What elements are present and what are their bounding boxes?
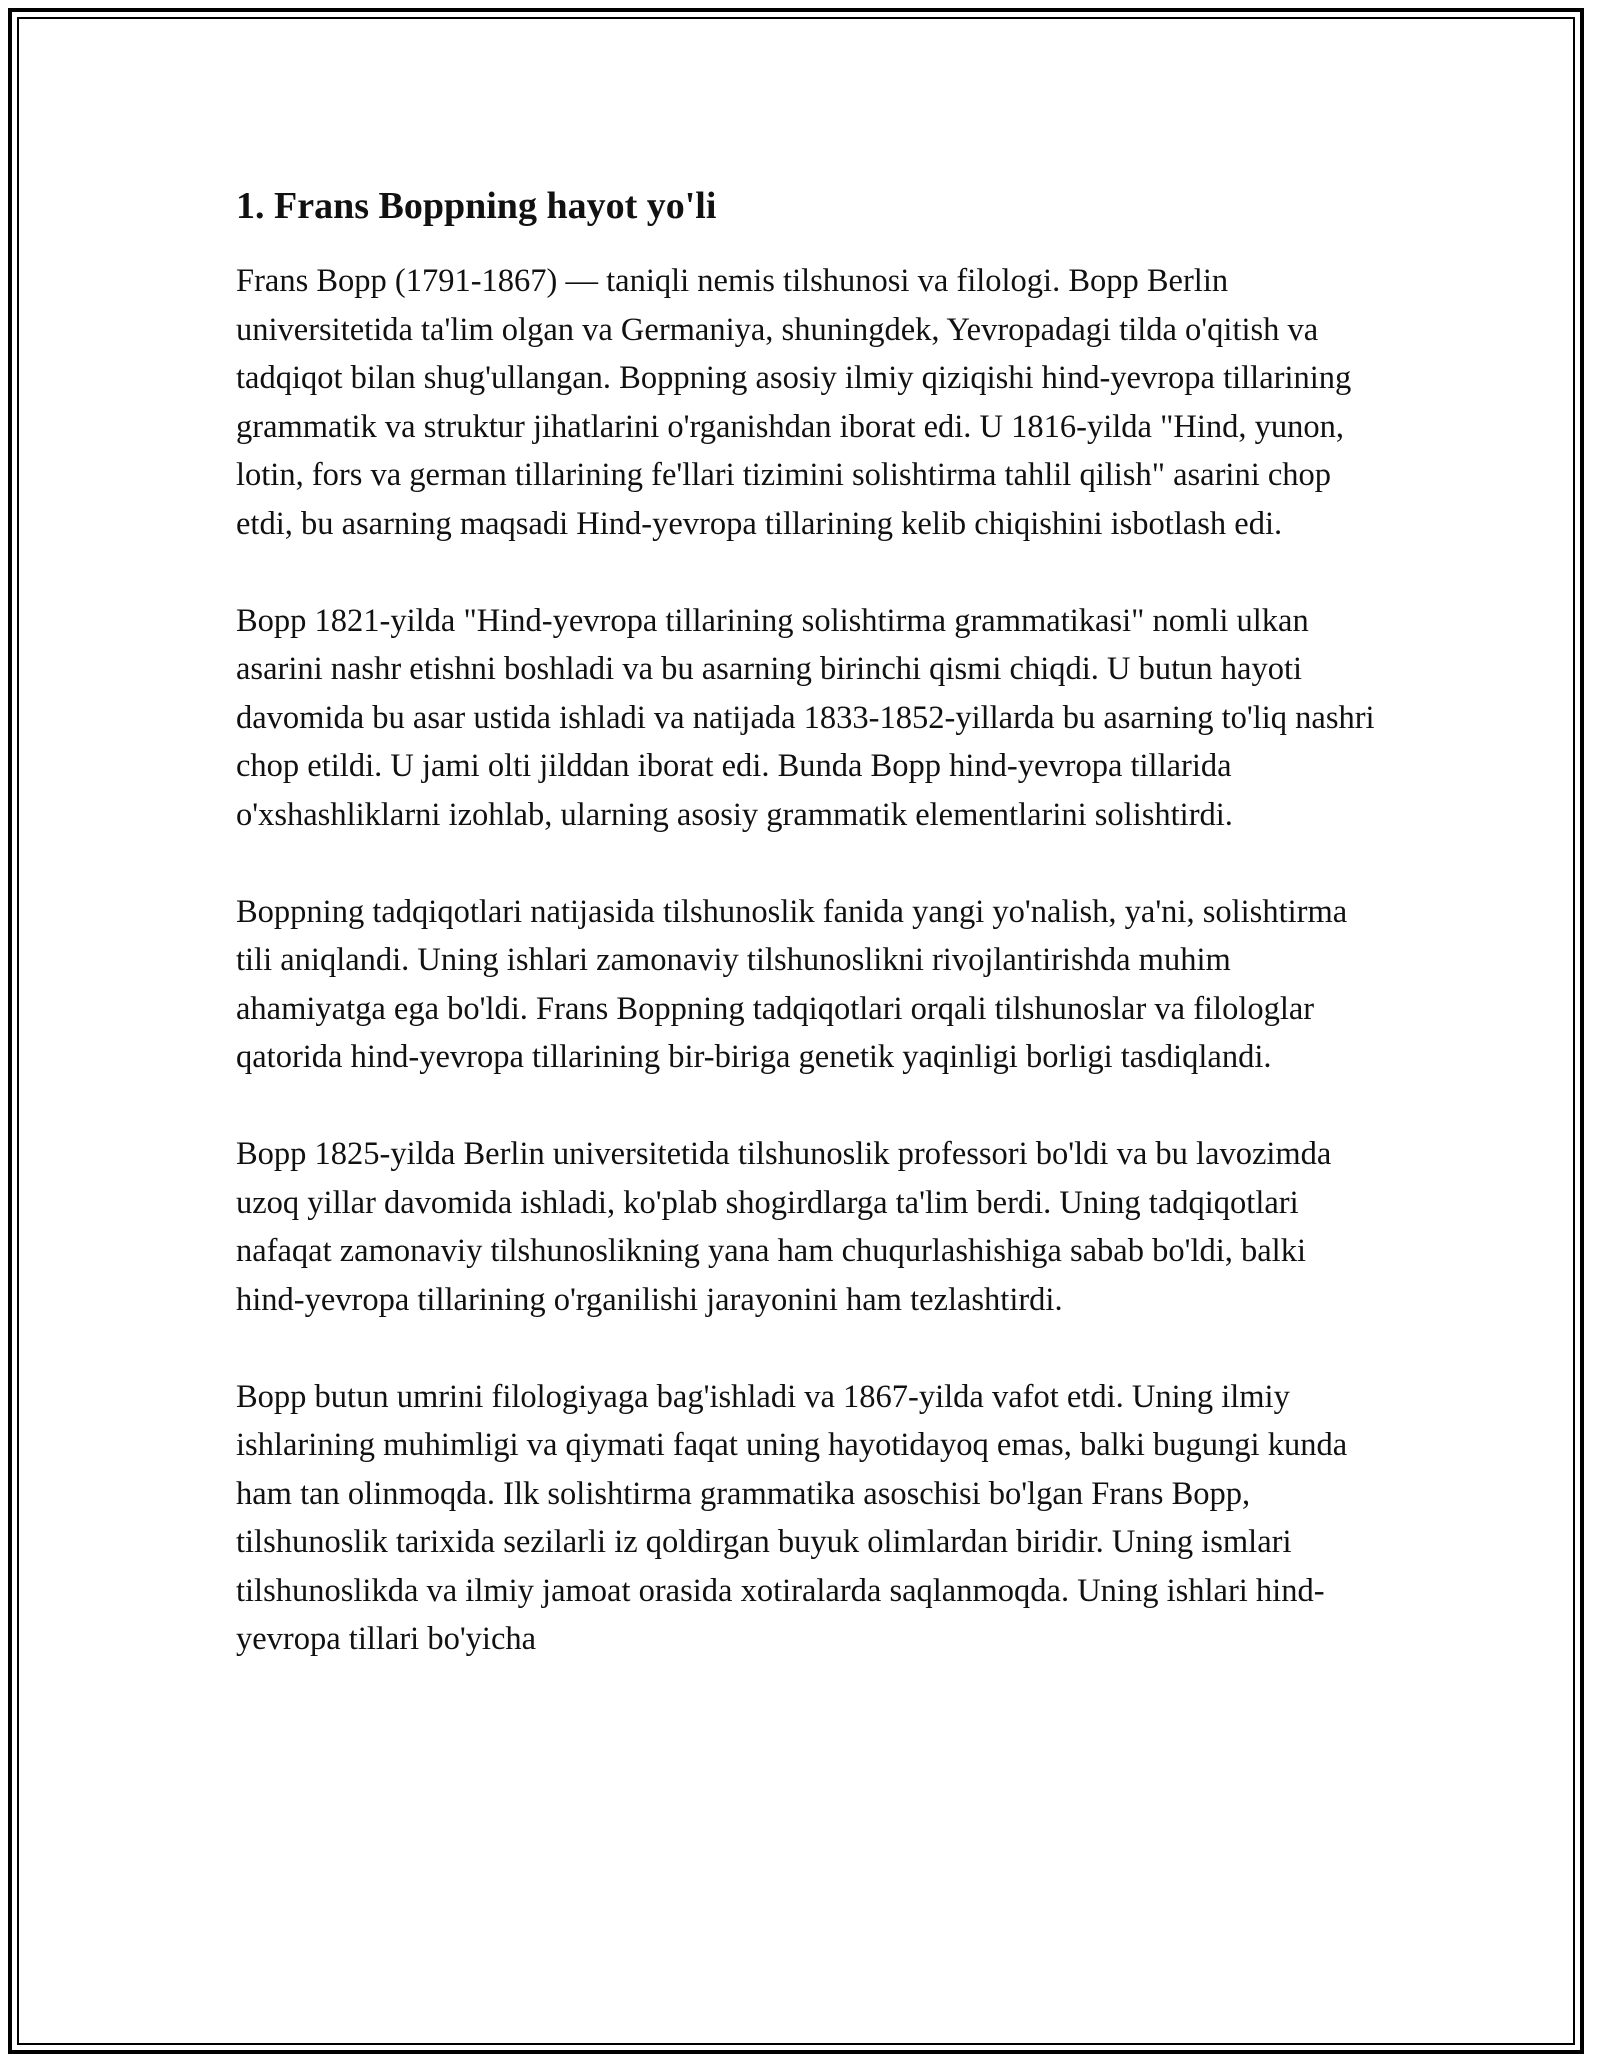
paragraph-4: Bopp 1825-yilda Berlin universitetida tilshunoslik professori bo'ldi va bu lavozimda uzoq yillar davomida ishladi, ko'plab shogirdlarga ta'lim berdi. Uning tadqiqotlari nafaqat zamonaviy tilshunoslikning yana ham chuqurlashishiga sabab bo'ldi, balki hind-yevropa tillarining o'rganilishi jarayonini ham tezlashtirdi.	[236, 1136, 1332, 1318]
paragraph-1: Frans Bopp (1791-1867) — taniqli nemis tilshunosi va filologi. Bopp Berlin universitetida ta'lim olgan va Germaniya, shuningdek, Yevropadagi tilda o'qitish va tadqiqot bilan shug'ullangan. Boppning asosiy ilmiy qiziqishi hind-yevropa tillarining grammatik va struktur jihatlarini o'rganishdan iborat edi. U 1816-yilda "Hind, yunon, lotin, fors va german tillarining fe'llari tizimini solishtirma tahlil qilish" asarini chop etdi, bu asarning maqsadi Hind-yevropa tillarining kelib chiqishini isbotlash edi.	[236, 263, 1352, 542]
paragraph-2: Bopp 1821-yilda "Hind-yevropa tillarining solishtirma grammatikasi" nomli ulkan asarini nashr etishni boshladi va bu asarning birinchi qismi chiqdi. U butun hayoti davomida bu asar ustida ishladi va natijada 1833-1852-yillarda bu asarning to'liq nashri chop etildi. U jami olti jilddan iborat edi. Bunda Bopp hind-yevropa tillarida o'xshashliklarni izohlab, ularning asosiy grammatik elementlarini solishtirdi.	[236, 602, 1375, 833]
paragraph-3: Boppning tadqiqotlari natijasida tilshunoslik fanida yangi yo'nalish, ya'ni, solishtirma tili aniqlandi. Uning ishlari zamonaviy tilshunoslikni rivojlantirishda muhim ahamiyatga ega bo'ldi. Frans Boppning tadqiqotlari orqali tilshunoslar va filologlar qatorida hind-yevropa tillarining bir-biriga genetik yaqinligi borligi tasdiqlandi.	[236, 893, 1348, 1076]
paragraph-5: Bopp butun umrini filologiyaga bag'ishladi va 1867-yilda vafot etdi. Uning ilmiy ishlarining muhimligi va qiymati faqat uning hayotidayoq emas, balki bugungi kunda ham tan olinmoqda. Ilk solishtirma grammatika asoschisi bo'lgan Frans Bopp, tilshunoslik tarixida sezilarli iz qoldirgan buyuk olimlardan biridir. Uning ismlari tilshunoslikda va ilmiy jamoat orasida xotiralarda saqlanmoqda. Uning ishlari hind-yevropa tillari bo'yicha	[236, 1378, 1348, 1658]
section-heading: 1. Frans Boppning hayot yo'li	[236, 185, 717, 227]
document-body	[236, 182, 1376, 1712]
